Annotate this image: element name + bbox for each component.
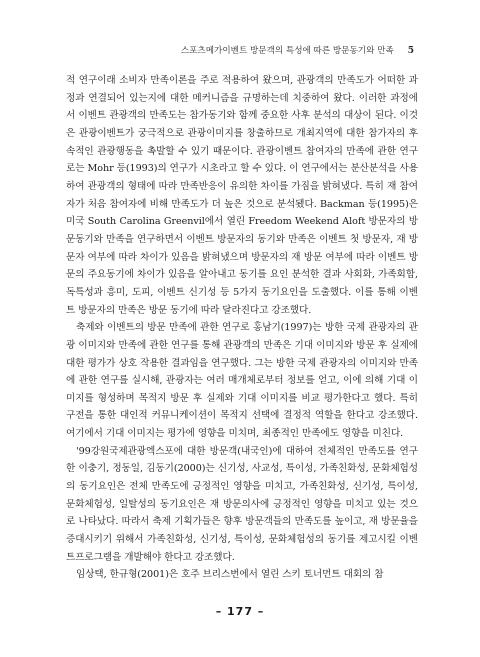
paragraph-4: 임상택, 한규형(2001)은 호주 브리스번에서 열린 스키 토너먼트 대회의 참 bbox=[76, 569, 384, 581]
page-footer-number: – 177 – bbox=[215, 605, 265, 618]
paragraph-1: 적 연구이래 소비자 만족이론을 주로 적용하여 왔으며, 관광객의 만족도가 어떠한 과정과 연결되어 있는지에 대한 메커니즘을 규명하는데 치중하여 왔다. 이러한 과정에서 이벤트 관광객의 만족도는 참가동기와 함께 중요한 사후 분석의 대상이 된다. 이것은 관광이벤트가 궁극적으로 관광이미지를 창출하므로 개최지역에 대한 참가자의 후속적인 관광행동을 촉발할 수 있기 때문이다. 관광이벤트 참여자의 만족에 관한 연구로는 Mohr 등(1993)의 연구가 시초라고 할 수 있다. 이 연구에서는 분산분석을 사용하여 관광객의 형태에 따라 만족반응이 유의한 차이를 가짐을 밝혀냈다. 특히 재 참여자가 처음 참여자에 비해 만족도가 더 높은 것으로 분석됐다. Backman 등(1995)은 미국 South Carolina Greenvil에서 열린 Freedom Weekend Aloft 방문자의 방문동기와 만족을 연구하면서 이벤트 방문자의 동기와 만족은 이벤트 첫 방문자, 재 방문자 여부에 따라 차이가 있음을 밝혀냈으며 방문자의 재 방문 여부에 따라 이벤트 방문의 주요동기에 차이가 있음을 알아내고 동기를 요인 분석한 결과 사회화, 가족회합, 독특성과 흥미, 도피, 이벤트 신기성 등 5가지 동기요인을 도출했다. 이를 통해 이벤트 방문자의 만족은 방문 동기에 따라 달라진다고 강조했다. bbox=[66, 75, 418, 316]
header-page-number: 5 bbox=[407, 46, 414, 56]
paragraph-2: 축제와 이벤트의 방문 만족에 관한 연구로 홍남기(1997)는 방한 국제 관광자의 관광 이미지와 만족에 관한 연구를 통해 관광객의 만족은 기대 이미지와 방문 후 실제에 대한 평가가 상호 작용한 결과임을 연구했다. 그는 방한 국제 관광자의 이미지와 만족에 관한 연구를 실시해, 관광자는 여러 매개체로부터 정보를 얻고, 이에 의해 기대 이미지를 형성하며 목적지 방문 후 실제와 기대 이미지를 비교 평가한다고 했다. 특히 구전을 통한 대인적 커뮤니케이션이 목적지 선택에 결정적 역할을 한다고 강조했다. 여기에서 기대 이미지는 평가에 영향을 미치며, 최종적인 만족에도 영향을 미친다. bbox=[66, 322, 418, 440]
paragraph-3: '99강원국제관광엑스포에 대한 방문객(내국인)에 대하여 전체적인 만족도를 연구한 이충기, 정동일, 김동기(2000)는 신기성, 사교성, 특이성, 가족친화성, 문화체험성의 동기요인은 전체 만족도에 긍정적인 영향을 미치고, 가족친화성, 신기성, 특이성, 문화체험성, 일탈성의 동기요인은 재 방문의사에 긍정적인 영향을 미치고 있는 것으로 나타났다. 따라서 축제 기획가들은 향후 방문객들의 만족도를 높이고, 재 방문율을 증대시키기 위해서 가족친화성, 신기성, 특이성, 문화체험성의 동기를 제고시킬 이벤트프로그램을 개발해야 한다고 강조했다. bbox=[66, 445, 418, 563]
running-header bbox=[181, 44, 414, 56]
running-header-title: 스포츠메가이벤트 방문객의 특성에 따른 방문동기와 만족 bbox=[180, 46, 394, 56]
body-text bbox=[66, 72, 418, 584]
